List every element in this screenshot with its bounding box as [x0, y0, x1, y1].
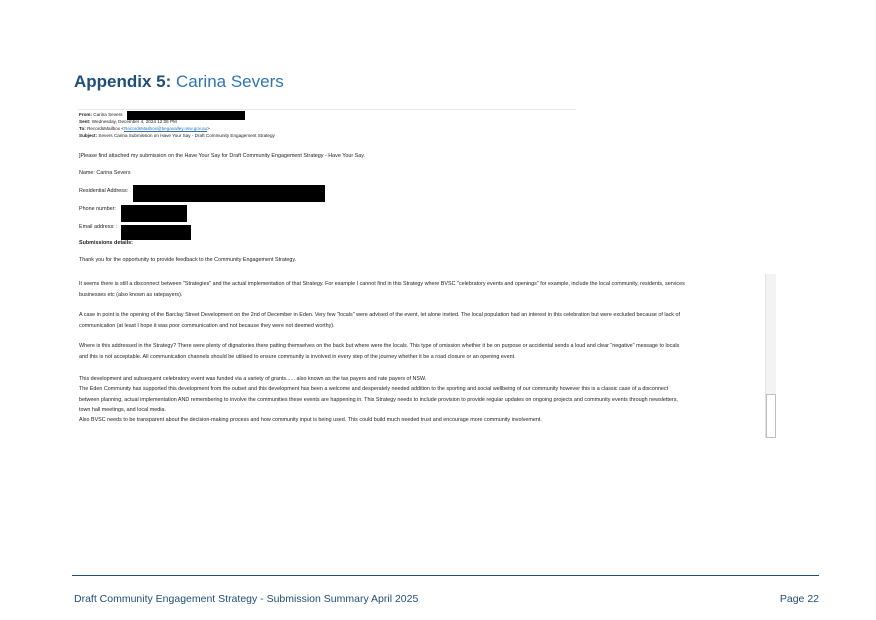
redacted-phone — [121, 205, 187, 222]
email-sent: Sent: Wednesday, December 4, 2024 12:06 PM — [79, 119, 177, 124]
address-label: Residential Address: — [79, 188, 129, 194]
thanks-paragraph: Thank you for the opportunity to provide feedback to the Community Engagement Strategy. — [79, 257, 297, 263]
paragraph-3-line-1: Where is this addressed in the Strategy? There were plenty of dignatories there patting themselves on the back but where were the locals. This type of omission whether it be on purpose or accidental sends a loud and clear "negative" message to locals — [79, 343, 680, 349]
paragraph-3-line-2: and this is not acceptable. All communication channels should be utilised to ensure community is involved in every step of the journey whether it be a road closure or an opening event. — [79, 354, 516, 360]
redacted-address — [133, 185, 325, 202]
phone-label: Phone number: — [79, 206, 116, 212]
paragraph-2-line-1: A case in point is the opening of the Barclay Street Development on the 2nd of December in Eden. Very few "locals" were advised of the event, let alone invited. The local population had an interest in this celebration but were excluded because of lack of — [79, 312, 680, 318]
submitter-name: Carina Severs — [176, 72, 284, 91]
name-field: Name: Carina Severs — [79, 170, 131, 176]
email-label: Email address: : — [79, 224, 118, 230]
footer-page-number: Page 22 — [779, 593, 819, 605]
paragraph-1-line-1: It seems there is still a disconnect between "Strategies" and the actual implementation of that Strategy. For example I cannot find in this Strategy where BVSC "celebratory events and openings" for example, include the local community, residents, services — [79, 281, 685, 287]
email-from: From: Carina Severs — [79, 112, 123, 117]
records-mailbox-link[interactable]: RecordsMailbox@begavalley.nsw.gov.au — [124, 126, 208, 131]
email-to: To: RecordsMailbox <RecordsMailbox@begavalley.nsw.gov.au> — [79, 126, 210, 131]
scrollbar-thumb[interactable] — [766, 394, 776, 438]
footer-divider — [72, 575, 819, 576]
paragraph-4-line-1: This development and subsequent celebratory event was funded via a variety of grants...... also known as the tax payers and rate payers of NSW. — [79, 376, 427, 382]
page-title — [74, 72, 284, 92]
submission-intro: ]Please find attached my submission on the Have Your Say for Draft Community Engagement Strategy - Have Your Say. — [79, 153, 366, 159]
paragraph-1-line-2: businesses etc (also known as ratepayers). — [79, 292, 183, 298]
paragraph-4-line-4: town hall meetings, and local media. — [79, 407, 166, 413]
paragraph-4-line-3: between planning, actual implementation AND remembering to involve the communities these events are happening in. This Strategy needs to include provision to provide regular updates on ongoing projects and community events through newsletters, — [79, 397, 678, 403]
footer-document-title: Draft Community Engagement Strategy - Submission Summary April 2025 — [74, 593, 419, 605]
paragraph-4-line-2: The Eden Community has supported this development from the outset and this development has been a welcome and desperately needed addition to the sporting and social wellbeing of our community however this is a classic case of a disconnect — [79, 386, 669, 392]
paragraph-2-line-2: communication (at least I hope it was poor communication and not because they were not deemed worthy). — [79, 323, 335, 329]
email-header-divider — [78, 109, 576, 110]
submission-details-heading: Submissions details: — [79, 240, 133, 246]
paragraph-4-line-5: Also BVSC needs to be transparent about the decision-making process and how community input is being used. This could build much needed trust and encourage more community involvement. — [79, 417, 542, 423]
email-subject: Subject: Severs Carina Submission on Have Your Say - Draft Community Engagement Strategy — [79, 133, 275, 138]
appendix-label: Appendix 5: — [74, 72, 172, 91]
